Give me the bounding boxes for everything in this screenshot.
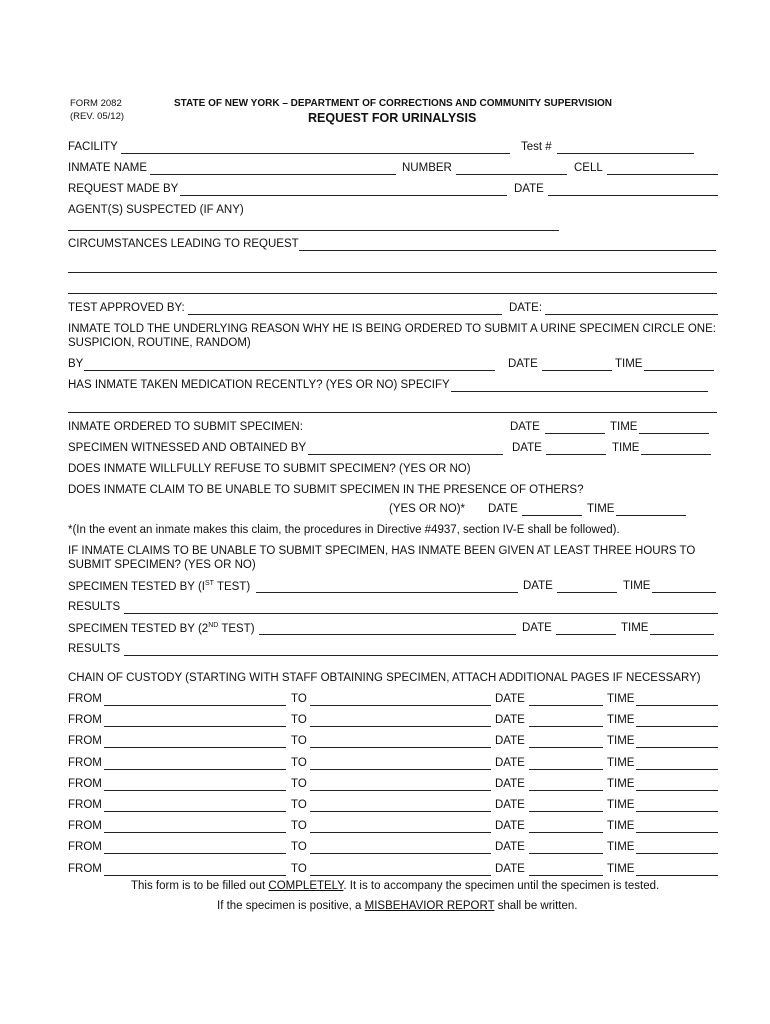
- chain-date-field[interactable]: [529, 705, 603, 706]
- chain-from-label: FROM: [68, 778, 102, 790]
- chain-date-label: DATE: [495, 693, 525, 705]
- chain-from-label: FROM: [68, 735, 102, 747]
- second-test-time-field[interactable]: [650, 634, 714, 635]
- tested-by-second-field[interactable]: [259, 634, 516, 635]
- chain-time-field[interactable]: [636, 790, 718, 791]
- chain-of-custody-heading: CHAIN OF CUSTODY (STARTING WITH STAFF OBTAINING SPECIMEN, ATTACH ADDITIONAL PAGES IF NECESSARY): [68, 672, 701, 684]
- facility-field[interactable]: [121, 153, 510, 154]
- presence-time-label: TIME: [587, 503, 615, 515]
- chain-from-label: FROM: [68, 714, 102, 726]
- chain-from-label: FROM: [68, 799, 102, 811]
- chain-time-label: TIME: [607, 799, 635, 811]
- chain-to-label: TO: [291, 757, 307, 769]
- chain-time-label: TIME: [607, 820, 635, 832]
- chain-time-field[interactable]: [636, 832, 718, 833]
- chain-time-field[interactable]: [636, 769, 718, 770]
- chain-to-label: TO: [291, 735, 307, 747]
- request-date-label: DATE: [514, 183, 544, 195]
- presence-date-label: DATE: [488, 503, 518, 515]
- witnessed-time-field[interactable]: [641, 454, 711, 455]
- circumstances-field[interactable]: [299, 250, 716, 251]
- witnessed-date-label: DATE: [512, 442, 542, 454]
- chain-from-label: FROM: [68, 820, 102, 832]
- circumstances-field-3[interactable]: [68, 293, 717, 294]
- chain-to-field[interactable]: [310, 853, 491, 854]
- chain-time-field[interactable]: [636, 726, 718, 727]
- chain-from-field[interactable]: [104, 726, 286, 727]
- chain-to-field[interactable]: [310, 832, 491, 833]
- chain-from-field[interactable]: [104, 832, 286, 833]
- chain-time-label: TIME: [607, 778, 635, 790]
- chain-to-label: TO: [291, 841, 307, 853]
- chain-to-field[interactable]: [310, 747, 491, 748]
- presence-date-field[interactable]: [522, 515, 582, 516]
- three-hours-question-2: SUBMIT SPECIMEN? (YES OR NO): [68, 559, 256, 571]
- chain-date-field[interactable]: [529, 769, 603, 770]
- first-test-date-label: DATE: [523, 580, 553, 592]
- witnessed-field[interactable]: [308, 454, 503, 455]
- by-field[interactable]: [84, 370, 495, 371]
- by-label: BY: [68, 358, 84, 370]
- chain-date-field[interactable]: [529, 811, 603, 812]
- ordered-date-field[interactable]: [545, 433, 605, 434]
- tested-by-second-label: SPECIMEN TESTED BY (2ND TEST): [68, 622, 255, 635]
- chain-to-label: TO: [291, 799, 307, 811]
- chain-date-label: DATE: [495, 799, 525, 811]
- by-time-field[interactable]: [644, 370, 714, 371]
- cell-label: CELL: [574, 162, 603, 174]
- page-title: REQUEST FOR URINALYSIS: [308, 111, 477, 125]
- chain-to-label: TO: [291, 863, 307, 875]
- chain-from-field[interactable]: [104, 769, 286, 770]
- request-made-by-label: REQUEST MADE BY: [68, 183, 179, 195]
- second-results-label: RESULTS: [68, 643, 121, 655]
- chain-date-field[interactable]: [529, 747, 603, 748]
- second-test-date-label: DATE: [522, 622, 552, 634]
- form-revision: (REV. 05/12): [70, 111, 125, 122]
- chain-to-field[interactable]: [310, 811, 491, 812]
- chain-to-label: TO: [291, 714, 307, 726]
- form-number: FORM 2082: [70, 98, 122, 109]
- cell-field[interactable]: [607, 174, 718, 175]
- chain-date-label: DATE: [495, 714, 525, 726]
- ordered-time-label: TIME: [610, 421, 638, 433]
- chain-from-field[interactable]: [104, 811, 286, 812]
- chain-date-field[interactable]: [529, 832, 603, 833]
- chain-from-field[interactable]: [104, 747, 286, 748]
- by-time-label: TIME: [615, 358, 643, 370]
- chain-from-field[interactable]: [104, 790, 286, 791]
- chain-date-field[interactable]: [529, 875, 603, 876]
- presence-time-field[interactable]: [616, 515, 686, 516]
- refuse-question: DOES INMATE WILLFULLY REFUSE TO SUBMIT SPECIMEN? (YES OR NO): [68, 463, 471, 475]
- by-date-label: DATE: [508, 358, 538, 370]
- chain-to-field[interactable]: [310, 726, 491, 727]
- chain-from-label: FROM: [68, 757, 102, 769]
- first-test-time-field[interactable]: [652, 592, 716, 593]
- inmate-name-field[interactable]: [150, 174, 396, 175]
- medication-field[interactable]: [451, 391, 708, 392]
- chain-to-label: TO: [291, 693, 307, 705]
- test-approved-by-label: TEST APPROVED BY:: [68, 302, 185, 314]
- ordered-date-label: DATE: [510, 421, 540, 433]
- chain-date-label: DATE: [495, 863, 525, 875]
- ordered-to-submit-label: INMATE ORDERED TO SUBMIT SPECIMEN:: [68, 421, 303, 433]
- chain-date-label: DATE: [495, 820, 525, 832]
- three-hours-question-1: IF INMATE CLAIMS TO BE UNABLE TO SUBMIT SPECIMEN, HAS INMATE BEEN GIVEN AT LEAST THREE HOURS TO: [68, 545, 696, 557]
- chain-from-label: FROM: [68, 863, 102, 875]
- chain-time-label: TIME: [607, 757, 635, 769]
- chain-date-label: DATE: [495, 778, 525, 790]
- chain-time-field[interactable]: [636, 705, 718, 706]
- chain-time-label: TIME: [607, 841, 635, 853]
- ordered-time-field[interactable]: [639, 433, 709, 434]
- chain-time-field[interactable]: [636, 811, 718, 812]
- chain-to-label: TO: [291, 778, 307, 790]
- inmate-name-label: INMATE NAME: [68, 162, 148, 174]
- chain-from-field[interactable]: [104, 853, 286, 854]
- chain-time-field[interactable]: [636, 747, 718, 748]
- chain-to-field[interactable]: [310, 705, 491, 706]
- approved-date-field[interactable]: [545, 314, 718, 315]
- first-results-label: RESULTS: [68, 601, 121, 613]
- unable-presence-question: DOES INMATE CLAIM TO BE UNABLE TO SUBMIT SPECIMEN IN THE PRESENCE OF OTHERS?: [68, 484, 584, 496]
- footer-line-2: If the specimen is positive, a MISBEHAVIOR REPORT shall be written.: [217, 900, 578, 912]
- first-results-field[interactable]: [124, 613, 718, 614]
- chain-from-label: FROM: [68, 841, 102, 853]
- circumstances-field-2[interactable]: [68, 272, 717, 273]
- tested-by-first-field[interactable]: [256, 592, 518, 593]
- unable-presence-yes-no: (YES OR NO)*: [389, 503, 466, 515]
- approved-date-label: DATE:: [509, 302, 543, 314]
- by-date-field[interactable]: [542, 370, 612, 371]
- medication-field-2[interactable]: [68, 412, 717, 413]
- inmate-number-field[interactable]: [456, 174, 567, 175]
- chain-from-field[interactable]: [104, 705, 286, 706]
- chain-time-label: TIME: [607, 735, 635, 747]
- chain-from-field[interactable]: [104, 875, 286, 876]
- request-made-by-field[interactable]: [180, 195, 507, 196]
- test-approved-by-field[interactable]: [188, 314, 502, 315]
- agents-suspected-label: AGENT(S) SUSPECTED (IF ANY): [68, 204, 244, 216]
- first-test-time-label: TIME: [623, 580, 651, 592]
- inmate-told-options: SUSPICION, ROUTINE, RANDOM): [68, 337, 251, 349]
- test-number-label: Test #: [521, 141, 552, 153]
- inmate-number-label: NUMBER: [402, 162, 452, 174]
- witnessed-time-label: TIME: [612, 442, 640, 454]
- chain-to-field[interactable]: [310, 769, 491, 770]
- first-test-date-field[interactable]: [557, 592, 617, 593]
- chain-from-label: FROM: [68, 693, 102, 705]
- test-number-field[interactable]: [557, 153, 694, 154]
- circumstances-label: CIRCUMSTANCES LEADING TO REQUEST: [68, 238, 299, 250]
- tested-by-first-label: SPECIMEN TESTED BY (IST TEST): [68, 580, 251, 593]
- second-test-time-label: TIME: [621, 622, 649, 634]
- chain-date-label: DATE: [495, 735, 525, 747]
- footer-line-1: This form is to be filled out COMPLETELY. It is to accompany the specimen until the specimen is tested.: [131, 880, 660, 892]
- chain-date-field[interactable]: [529, 790, 603, 791]
- second-test-date-field[interactable]: [556, 634, 616, 635]
- medication-label: HAS INMATE TAKEN MEDICATION RECENTLY? (YES OR NO) SPECIFY: [68, 379, 450, 391]
- chain-time-field[interactable]: [636, 875, 718, 876]
- chain-to-field[interactable]: [310, 790, 491, 791]
- witnessed-date-field[interactable]: [546, 454, 606, 455]
- chain-time-label: TIME: [607, 714, 635, 726]
- witnessed-label: SPECIMEN WITNESSED AND OBTAINED BY: [68, 442, 307, 454]
- inmate-told-text: INMATE TOLD THE UNDERLYING REASON WHY HE IS BEING ORDERED TO SUBMIT A URINE SPECIMEN CIRCLE ONE:: [68, 323, 716, 335]
- chain-time-label: TIME: [607, 863, 635, 875]
- chain-time-label: TIME: [607, 693, 635, 705]
- chain-date-label: DATE: [495, 757, 525, 769]
- request-date-field[interactable]: [548, 195, 718, 196]
- chain-date-field[interactable]: [529, 853, 603, 854]
- chain-time-field[interactable]: [636, 853, 718, 854]
- chain-date-field[interactable]: [529, 726, 603, 727]
- agents-suspected-field[interactable]: [68, 230, 559, 231]
- chain-date-label: DATE: [495, 841, 525, 853]
- facility-label: FACILITY: [68, 141, 118, 153]
- second-results-field[interactable]: [124, 655, 718, 656]
- directive-footnote: *(In the event an inmate makes this claim, the procedures in Directive #4937, section IV-E shall be followed).: [68, 524, 620, 536]
- agency-name: STATE OF NEW YORK – DEPARTMENT OF CORRECTIONS AND COMMUNITY SUPERVISION: [174, 98, 612, 109]
- chain-to-label: TO: [291, 820, 307, 832]
- chain-to-field[interactable]: [310, 875, 491, 876]
